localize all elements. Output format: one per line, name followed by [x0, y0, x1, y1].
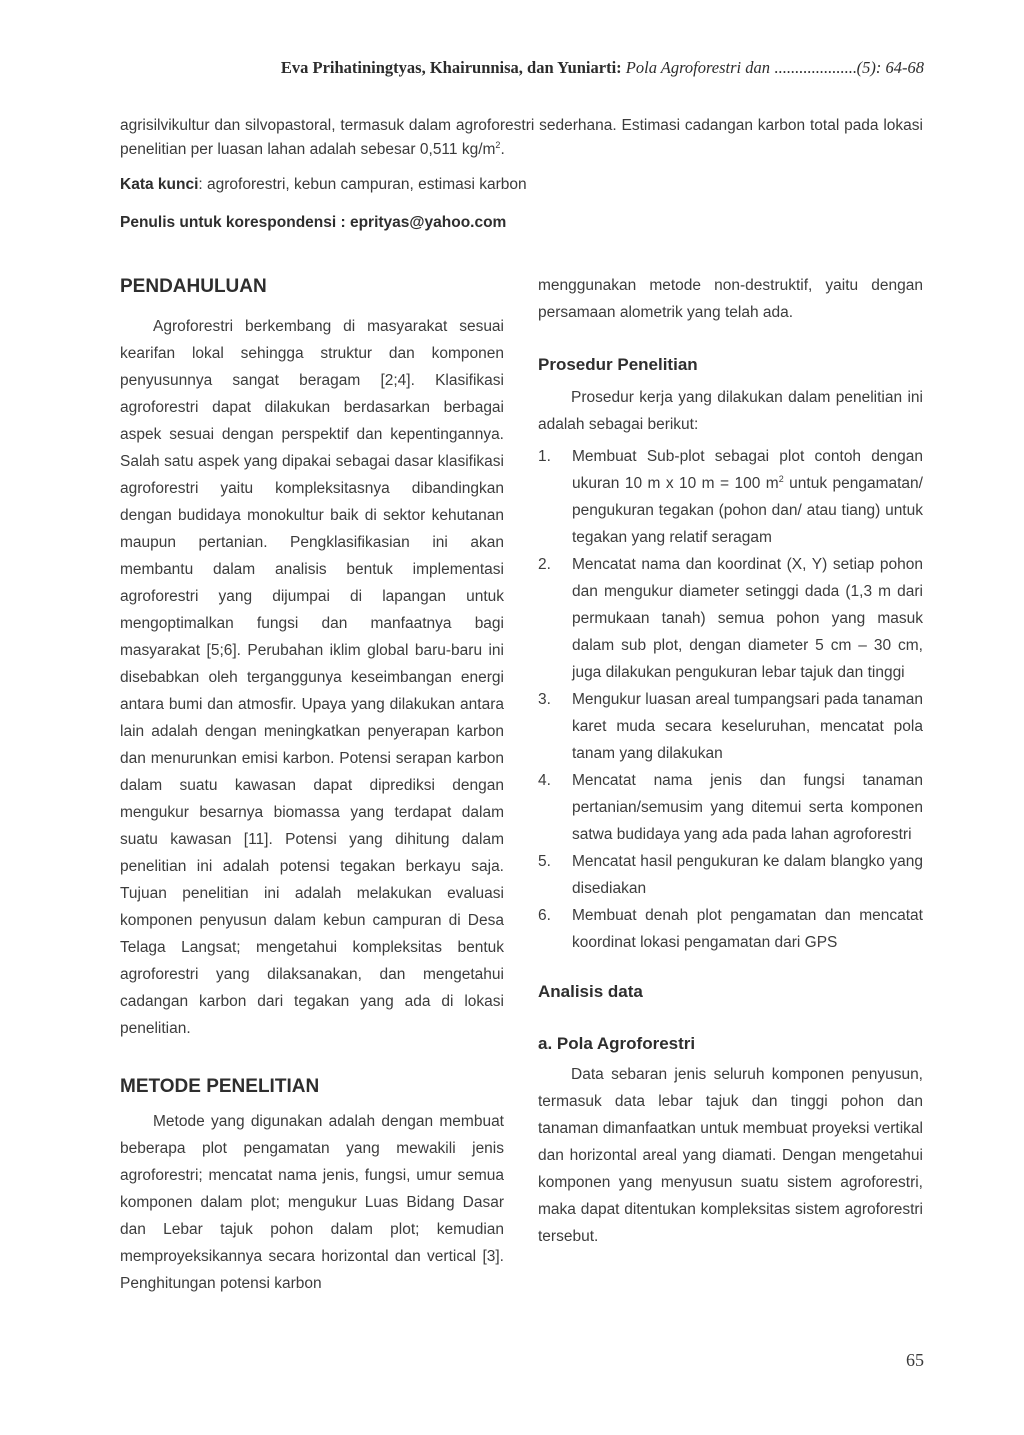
pattern-heading: a. Pola Agroforestri: [538, 1034, 696, 1053]
header-authors: Eva Prihatiningtyas, Khairunnisa, dan Yuniarti:: [280, 58, 622, 77]
abstract-tail: [120, 114, 923, 162]
procedure-intro: Prosedur kerja yang dilakukan dalam penelitian ini adalah sebagai berikut:: [538, 389, 923, 433]
step-text: Mencatat nama dan koordinat (X, Y) setiap pohon dan mengukur diameter setinggi dada (1,3 m dari permukaan tanah) semua pohon yang masuk dalam sub plot, dengan diameter 5 cm – 30 cm, juga dilakukan pengukuran lebar tajuk dan tinggi: [572, 556, 923, 681]
procedure-steps: [538, 443, 923, 956]
step-text: Membuat denah plot pengamatan dan mencatat koordinat lokasi pengamatan dari GPS: [572, 907, 923, 951]
procedure-step: [538, 902, 923, 956]
header-dots: ....................: [770, 58, 857, 77]
left-column: [120, 272, 504, 1297]
abstract-unit-superscript: 2: [495, 139, 501, 150]
step-number: 1.: [538, 448, 551, 465]
abstract-end: .: [500, 141, 505, 158]
step-text: Mencatat hasil pengukuran ke dalam blangko yang disediakan: [572, 853, 923, 897]
method-paragraph: Metode yang digunakan adalah dengan membuat beberapa plot pengamatan yang mewakili jenis agroforestri; mencatat nama jenis, fungsi, umur semua komponen dalam plot; mengukur Luas Bidang Dasar dan Lebar tajuk pohon dalam plot; kemudian memproyeksikannya secara horizontal dan vertical [3]. Penghitungan potensi karbon: [120, 1113, 504, 1292]
procedure-step: [538, 686, 923, 767]
step-number: 6.: [538, 907, 551, 924]
page-number: 65: [906, 1350, 924, 1370]
step-text: Membuat Sub-plot sebagai plot contoh dengan ukuran 10 m x 10 m = 100 m: [572, 448, 923, 492]
keywords-label: Kata kunci: [120, 176, 199, 193]
correspondence: Penulis untuk korespondensi : eprityas@yahoo.com: [120, 214, 507, 231]
step-text: Mencatat nama jenis dan fungsi tanaman pertanian/semusim yang ditemui serta komponen satwa budidaya yang ada pada lahan agroforestri: [572, 772, 923, 843]
intro-heading: PENDAHULUAN: [120, 276, 267, 297]
header-volume: (5): 64-68: [856, 58, 924, 77]
procedure-step: [538, 443, 923, 551]
procedure-heading: Prosedur Penelitian: [538, 355, 698, 374]
running-header: [120, 58, 924, 78]
procedure-step: [538, 848, 923, 902]
procedure-step: [538, 767, 923, 848]
method-heading: METODE PENELITIAN: [120, 1076, 320, 1097]
step-number: 3.: [538, 691, 551, 708]
abstract-text: agrisilvikultur dan silvopastoral, termasuk dalam agroforestri sederhana. Estimasi cadangan karbon total pada lokasi penelitian per luasan lahan adalah sebesar 0,511 kg/m: [120, 117, 923, 158]
step-superscript: 2: [778, 473, 784, 484]
step-text-cont: untuk pengamatan/ pengukuran tegakan (pohon dan/ atau tiang) untuk tegakan yang relatif seragam: [572, 475, 923, 546]
analysis-heading: Analisis data: [538, 982, 643, 1001]
method-continued: menggunakan metode non-destruktif, yaitu dengan persamaan alometrik yang telah ada.: [538, 277, 923, 321]
step-text: Mengukur luasan areal tumpangsari pada tanaman karet muda secara keseluruhan, mencatat pola tanam yang dilakukan: [572, 691, 923, 762]
step-number: 5.: [538, 853, 551, 870]
procedure-step: [538, 551, 923, 686]
keywords: [120, 176, 527, 194]
header-title-fragment: Pola Agroforestri dan: [625, 58, 771, 77]
intro-paragraph: Agroforestri berkembang di masyarakat sesuai kearifan lokal sehingga struktur dan komponen penyusunnya sangat beragam [2;4]. Klasifikasi agroforestri dapat dilakukan berdasarkan berbagai aspek sesuai dengan perspektif dan kepentingannya. Salah satu aspek yang dipakai sebagai dasar klasifikasi agroforestri yaitu kompleksitasnya dibandingkan dengan budidaya monokultur baik di sektor kehutanan maupun pertanian. Pengklasifikasian ini akan membantu dalam analisis bentuk implementasi agroforestri yang dijumpai di lapangan untuk mengoptimalkan fungsi dan manfaatnya bagi masyarakat [5;6]. Perubahan iklim global baru-baru ini disebabkan oleh terganggunya keseimbangan energi antara bumi dan atmosfir. Upaya yang dilakukan antara lain adalah dengan meningkatkan penyerapan karbon dan menurunkan emisi karbon. Potensi serapan karbon dalam suatu kawasan dapat diprediksi dengan mengukur besarnya biomassa yang terdapat dalam suatu kawasan [11]. Potensi yang dihitung dalam penelitian ini adalah potensi tegakan berkayu saja. Tujuan penelitian ini adalah melakukan evaluasi komponen penyusun dalam kebun campuran di Desa Telaga Langsat; mengetahui kompleksitas bentuk agroforestri yang dilaksanakan, dan mengetahui cadangan karbon dari tegakan yang ada di lokasi penelitian.: [120, 318, 504, 1037]
step-number: 4.: [538, 772, 551, 789]
pattern-paragraph: Data sebaran jenis seluruh komponen penyusun, termasuk data lebar tajuk dan tinggi pohon dan tanaman dimanfaatkan untuk membuat proyeksi vertikal dan horizontal areal yang diamati. Dengan mengetahui komponen yang menyusun suatu sistem agroforestri, maka dapat ditentukan kompleksitas sistem agroforestri tersebut.: [538, 1066, 923, 1245]
keywords-text: : agroforestri, kebun campuran, estimasi karbon: [198, 176, 527, 193]
step-number: 2.: [538, 556, 551, 573]
right-column: [538, 272, 923, 1250]
